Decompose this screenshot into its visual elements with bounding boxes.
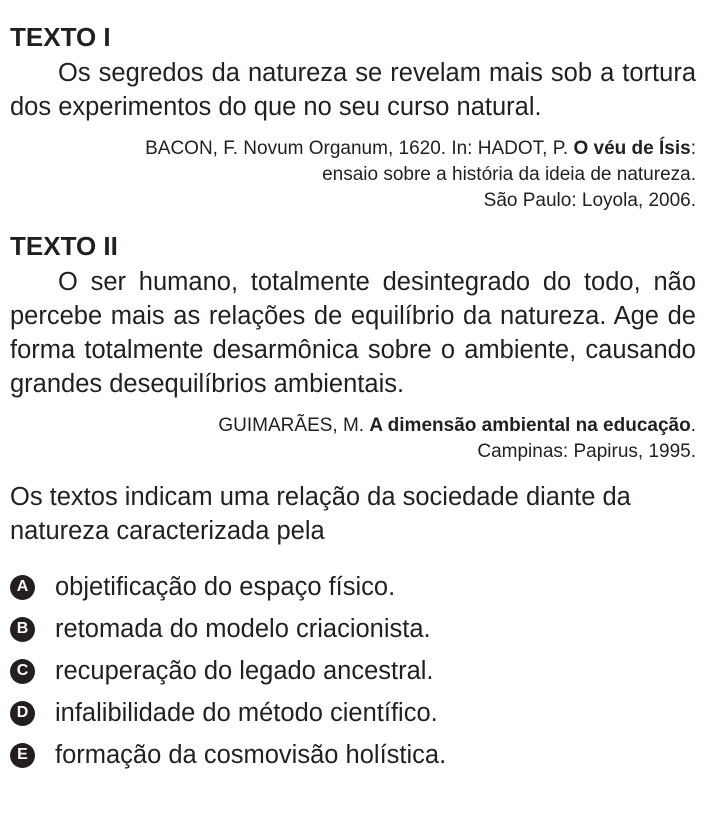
option-a-letter: A [10, 575, 35, 600]
option-e-letter: E [10, 743, 35, 768]
option-c[interactable] [10, 650, 696, 692]
texto1-body: Os segredos da natureza se revelam mais sob a tortura dos experimentos do que no seu curso natural. [10, 59, 696, 121]
option-a[interactable] [10, 566, 696, 608]
texto1-source-line1 [10, 136, 696, 162]
option-d[interactable] [10, 692, 696, 734]
texto1-source-line3: São Paulo: Loyola, 2006. [483, 190, 696, 211]
option-d-letter: D [10, 701, 35, 726]
texto2-source-suffix: . [690, 415, 696, 436]
question-stem: Os textos indicam uma relação da sociedade diante da natureza caracterizada pela [10, 483, 631, 545]
question-page [10, 20, 696, 776]
texto1-source-prefix: BACON, F. Novum Organum, 1620. In: HADOT, P. [145, 138, 574, 159]
texto2-body: O ser humano, totalmente desintegrado do todo, não percebe mais as relações de equilíbrio da natureza. Age de forma totalmente desarmônica sobre o ambiente, causando grandes desequilíbrios ambientais. [10, 268, 696, 398]
texto2-source [10, 413, 696, 465]
option-b-letter: B [10, 617, 35, 642]
texto2-heading: TEXTO II [10, 231, 118, 261]
option-e[interactable] [10, 734, 696, 776]
texto1-source-title: O véu de Ísis [573, 138, 691, 159]
texto1-source [10, 136, 696, 214]
option-c-text: recuperação do legado ancestral. [55, 656, 434, 685]
texto1-source-suffix: : [690, 138, 696, 159]
texto1-heading: TEXTO I [10, 22, 111, 52]
option-b[interactable] [10, 608, 696, 650]
texto2-source-prefix: GUIMARÃES, M. [218, 415, 370, 436]
option-b-text: retomada do modelo criacionista. [55, 614, 431, 643]
texto2-source-title: A dimensão ambiental na educação [369, 415, 691, 436]
answer-options [10, 566, 696, 776]
option-c-letter: C [10, 659, 35, 684]
option-e-text: formação da cosmovisão holística. [55, 740, 447, 769]
texto2-source-line1 [10, 413, 696, 439]
option-a-text: objetificação do espaço físico. [55, 572, 396, 601]
texto2-source-line2: Campinas: Papirus, 1995. [477, 441, 696, 462]
option-d-text: infalibilidade do método científico. [55, 698, 438, 727]
texto1-source-line2: ensaio sobre a história da ideia de natureza. [322, 164, 696, 185]
